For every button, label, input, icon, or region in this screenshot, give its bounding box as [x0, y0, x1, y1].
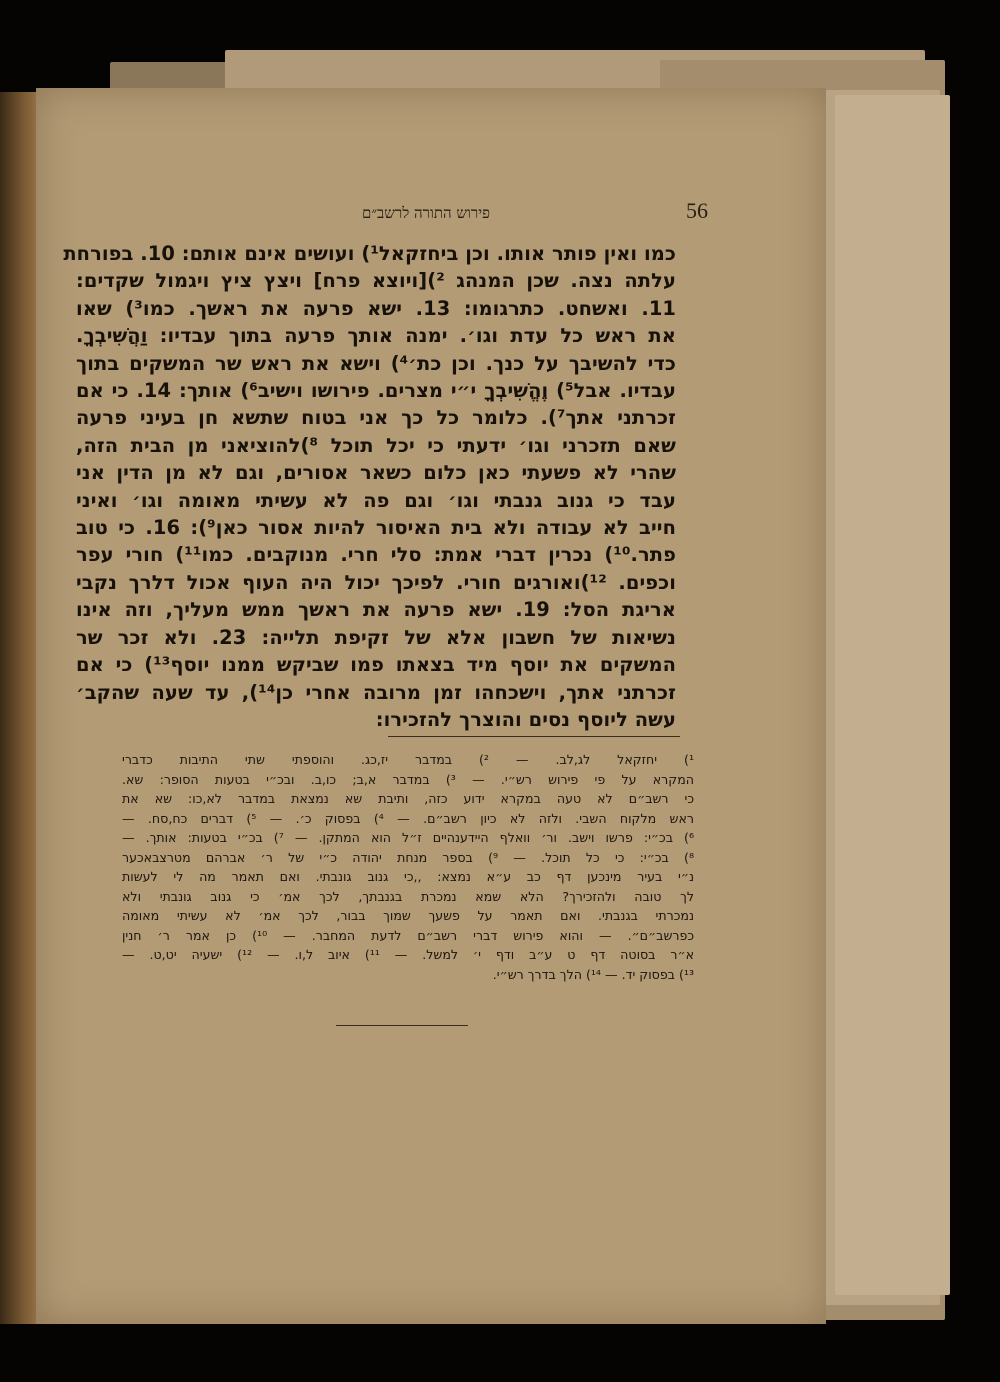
text-line: פתר.¹⁰) נכרין דברי אמת: סלי חרי. מנוקבים. כמו¹¹) חורי עפר [76, 543, 676, 567]
text-line: עלתה נצה. שכן המנהג ²)[ויוצא פרח] ויצץ ציץ ויגמול שקדים: [76, 269, 676, 293]
footnote-line: כי רשב״ם לא טעה במקרא ידוע כזה, ותיבת שא נמצאת במדבר לא,כו: שא את [122, 791, 694, 806]
book-page [36, 88, 826, 1324]
text-line: עבד כי גנוב גנבתי וגו׳ וגם פה לא עשיתי מאומה וגו׳ ואיני [76, 488, 676, 512]
page-number: 56 [686, 198, 708, 223]
text-line: שהרי לא פשעתי כאן כלום כשאר אסורים, וגם לא מן הדין אני [76, 461, 676, 485]
footnote-line: נמכרתי בגנבתי. ואם תאמר על פשעך שמוך בבור, לכך אמ׳ לא עשיתי מאומה [122, 908, 694, 923]
footnote-line: כפרשב״ם״. — והוא פירוש דברי רשב״ם לדעת המחבר. — ¹⁰) כן אמר ר׳ חנין [122, 927, 694, 943]
footnote-line: ⁶) בכ״י: פרשו וישב. ור׳ וואלף היידענהיים ז״ל הוא המתקן. — ⁷) בכ״י בטעות: אותך. — [122, 830, 694, 845]
text-line: שאם תזכרני וגו׳ ידעתי כי יכל תוכל ⁸)להוציאני מן הבית הזה, [76, 433, 676, 457]
footnote-line: המקרא על פי פירוש רש״י. — ³) במדבר א,ב; כו,ב. ובכ״י בטעות הסופר: שא. [122, 771, 694, 787]
text-line: כדי להשיבך על כנך. וכן כת׳⁴) וישא את ראש שר המשקים בתוך [76, 351, 676, 375]
footnote-line: ראש מלקוח השבי. ולזה לא כיון רשב״ם. — ⁴) בפסוק כ׳. — ⁵) דברים כח,סח. — [122, 810, 694, 826]
end-rule [336, 1025, 468, 1026]
running-head: פירוש התורה לרשב״ם [361, 204, 491, 222]
text-line: את ראש כל עדת וגו׳. ימנה אותך פרעה בתוך עבדיו: וַהֲשִׁיבְךָ. [76, 324, 676, 348]
footnote-line: לך טובה ולהזכירך? הלא שמא נמכרת בגנבתך, לכך אמ׳ כי גנוב גונבתי ולא [122, 888, 694, 904]
text-line: 11. ואשחט. כתרגומו: 13. ישא פרעה את ראשך. כמו³) שאו [76, 296, 677, 320]
text-line: עבדיו. אבל⁵) וֶהֱשִׁיבְךָ י״י מצרים. פירושו וישיב⁶) אותך: 14. כי אם [76, 379, 676, 403]
footnote-line: א״ר בסוטה דף ט ע״ב ודף י׳ למשל. — ¹¹) איוב ל,ו. — ¹²) ישעיה יט,ט. — [122, 947, 694, 962]
back-sheet-edge-outer [835, 95, 950, 1295]
text-line: כמו ואין פותר אותו. וכן ביחזקאל¹) ועושים אינם אותם: 10. בפורחת [63, 242, 676, 265]
text-line: נשיאות של חשבון אלא של זקיפת תלייה: 23. ולא זכר שר [76, 625, 676, 649]
footnote-divider [388, 736, 680, 737]
text-line: חייב לא עבודה ולא בית האיסור להיות אסור כאן⁹): 16. כי טוב [76, 516, 677, 540]
main-text [63, 240, 677, 733]
book-spine [0, 92, 40, 1324]
text-line: עשה ליוסף נסים והוצרך להזכירו: [375, 707, 676, 731]
text-line: זכרתני אתך⁷). כלומר כל כך אני בטוח שתשא חן בעיני פרעה [76, 406, 676, 430]
text-line: המשקים את יוסף מיד בצאתו פמו שביקש ממנו יוסף¹³) כי אם [76, 653, 676, 677]
text-line: אריגת הסל: 19. ישא פרעה את ראשך ממש מעליך, וזה אינו [76, 598, 677, 622]
text-line: וכפים. ¹²)ואורגים חורי. לפיכך יכול היה העוף אכול דלרך נקבי [76, 570, 676, 594]
footnote-line: ⁸) בכ״י: כי כל תוכל. — ⁹) בספר מנחת יהודה כ״י של ר׳ אברהם מטרצבאכער [122, 849, 695, 865]
footnotes [122, 750, 694, 984]
footnote-line: נ״י בעיר מינכען דף כב ע״א נמצא: ,,כי גנוב גונבתי. ואם תאמר מה לי לעשות [122, 869, 694, 884]
text-line: זכרתני אתך, וישכחהו זמן מרובה אחרי כן¹⁴), עד שעה שהקב׳ [76, 680, 676, 704]
footnote-line: ¹³) בפסוק יד. — ¹⁴) הלך בדרך רש״י. [492, 966, 694, 982]
footnote-line: ¹) יחזקאל לג,לב. — ²) במדבר יז,כג. והוספתי שתי התיבות כדברי [122, 752, 694, 767]
